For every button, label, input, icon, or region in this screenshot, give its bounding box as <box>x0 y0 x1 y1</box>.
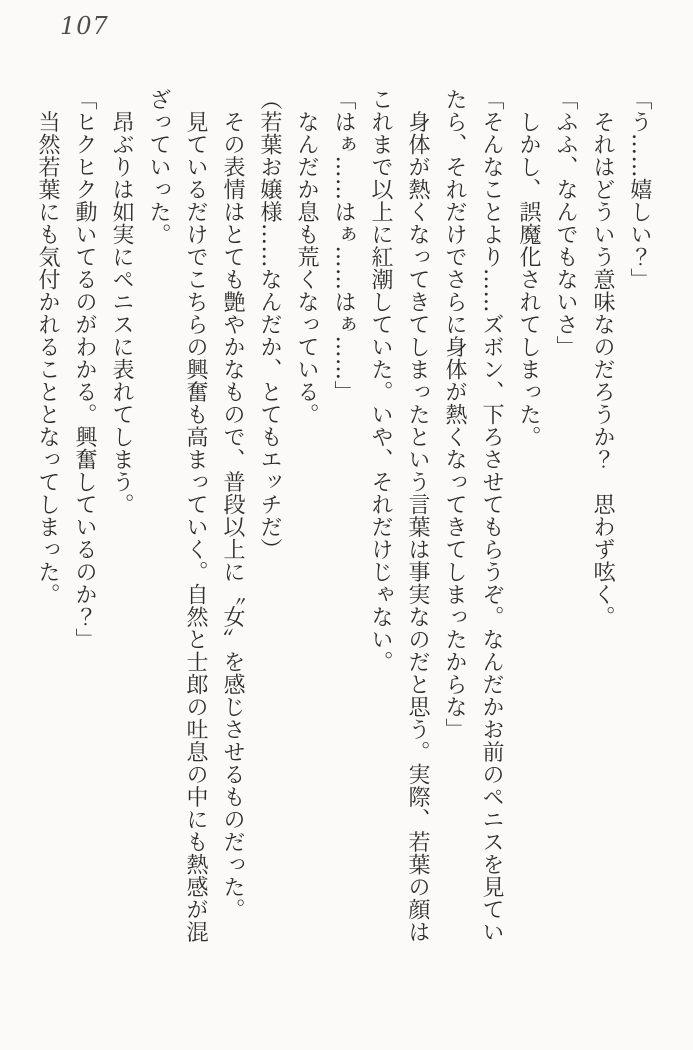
text-column-13: 見ているだけでこちらの興奮も高まっていく。自然と士郎の吐息の中にも熱感が混 <box>183 88 208 943</box>
text-column-8: これまで以上に紅潮していた。いや、それだけじゃない。 <box>368 88 393 673</box>
text-column-11: （若葉お嬢様……なんだか、とてもエッチだ） <box>257 88 282 561</box>
text-column-17: 当然若葉にも気付かれることとなってしまった。 <box>35 88 60 606</box>
text-column-10: なんだか息も荒くなっている。 <box>294 88 319 426</box>
text-column-2: それはどういう意味なのだろうか？ 思わず呟く。 <box>590 88 615 628</box>
text-column-6: たら、それだけでさらに身体が熱くなってきてしまったからな」 <box>442 88 467 741</box>
text-column-15: 昂ぶりは如実にペニスに表れてしまう。 <box>109 88 134 516</box>
text-column-16: 「ヒクヒク動いてるのがわかる。興奮しているのか？」 <box>72 88 97 651</box>
text-column-9: 「はぁ……はぁ……はぁ……」 <box>331 88 356 403</box>
text-column-1: 「う……嬉しい？」 <box>627 88 652 291</box>
text-column-5: 「そんなことより……ズボン、下ろさせてもらうぞ。なんだかお前のペニスを見てい <box>479 88 504 943</box>
page-number: 107 <box>60 12 109 40</box>
text-column-14: ざっていった。 <box>146 88 171 246</box>
text-column-3: 「ふふ、なんでもないさ」 <box>553 88 578 358</box>
text-column-4: しかし、誤魔化されてしまった。 <box>516 88 541 448</box>
text-column-12: その表情はとても艶やかなもので、普段以上に〝女〟を感じさせるものだった。 <box>220 88 245 921</box>
text-column-7: 身体が熱くなってきてしまったという言葉は事実なのだと思う。実際、若葉の顔は <box>405 88 430 943</box>
page-text <box>29 88 658 1040</box>
